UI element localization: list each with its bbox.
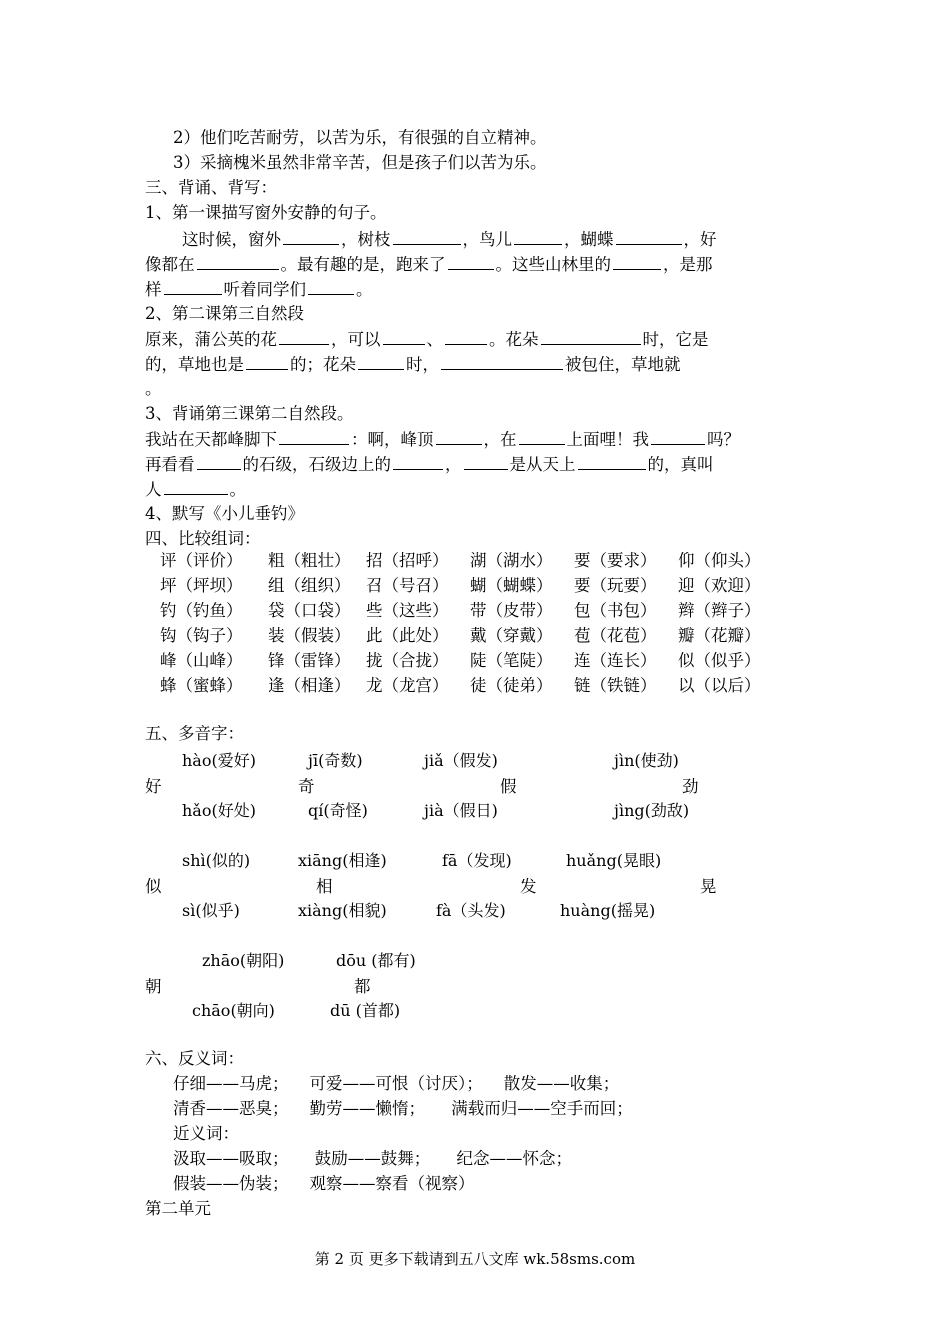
pinyin-reading: huàng(摇晃): [560, 901, 656, 920]
polyphone-char: 都: [354, 977, 371, 996]
table-cell: 戴（穿戴）: [470, 626, 553, 645]
polyphone-char: 假: [500, 777, 517, 796]
fill-line-p1: 这时候，窗外 ，树枝 ，鸟儿 ，蝴蝶 ，好: [182, 230, 717, 249]
table-cell: 陡（笔陡）: [470, 651, 553, 670]
table-cell: 组（组织）: [268, 576, 351, 595]
compare-word-table: [160, 548, 761, 698]
table-cell: 带（皮带）: [470, 601, 553, 620]
pinyin-reading: hào(爱好): [182, 751, 256, 770]
polyphone-char: 晃: [700, 877, 717, 896]
pinyin-reading: jiǎ（假发): [424, 751, 498, 770]
table-cell: 钩（钩子）: [160, 626, 243, 645]
pinyin-reading: qí(奇怪): [308, 801, 368, 820]
table-cell: 要（玩要）: [574, 576, 657, 595]
table-cell: 包（书包）: [574, 601, 657, 620]
table-cell: 以（以后）: [678, 676, 761, 695]
table-cell: 评（评价）: [160, 551, 243, 570]
pinyin-reading: huǎng(晃眼): [566, 851, 662, 870]
table-cell: 锋（雷锋）: [268, 651, 351, 670]
table-cell: 峰（山峰）: [160, 651, 243, 670]
table-cell: 仰（仰头）: [678, 551, 761, 570]
pinyin-reading: zhāo(朝阳): [202, 951, 285, 970]
section-heading-5: 五、多音字：: [145, 724, 244, 743]
table-cell: 龙（龙宫）: [366, 676, 449, 695]
polyphone-char: 似: [145, 877, 162, 896]
fill-line-p2: 像都在 。最有趣的是，跑来了 。这些山林里的 ，是那: [145, 255, 713, 274]
table-cell: 袋（口袋）: [268, 601, 351, 620]
table-cell: 坪（坪坝）: [160, 576, 243, 595]
polyphone-char: 奇: [298, 777, 315, 796]
fill-line-q2: 的，草地也是 的；花朵 时， 被包住，草地就: [145, 355, 681, 374]
table-cell: 蝴（蝴蝶）: [470, 576, 553, 595]
pinyin-reading: dōu (都有): [336, 951, 416, 970]
unit-heading: 第二单元: [145, 1199, 211, 1218]
table-cell: 苞（花苞）: [574, 626, 657, 645]
polyphone-char: 朝: [145, 977, 162, 996]
table-cell: 钓（钓鱼）: [160, 601, 243, 620]
pinyin-reading: sì(似乎): [182, 901, 240, 920]
synonym-line-2: 假装——伪装； 观察——察看（视察）: [173, 1174, 475, 1193]
polyphone-char: 发: [520, 877, 537, 896]
table-cell: 瓣（花瓣）: [678, 626, 761, 645]
section-heading-4: 四、比较组词：: [145, 529, 261, 548]
table-row: [160, 673, 761, 698]
pinyin-reading: fā（发现): [442, 851, 512, 870]
subheading-3-4: 4、默写《小儿垂钓》: [145, 504, 304, 523]
fill-line-p3: 样 听着同学们 。: [145, 280, 373, 299]
table-cell: 链（铁链）: [574, 676, 657, 695]
antonym-line-1: 仔细——马虎； 可爱——可恨（讨厌）； 散发——收集；: [173, 1074, 620, 1093]
fill-line-q1: 原来，蒲公英的花 ，可以 、 。花朵 时，它是: [145, 330, 709, 349]
polyphone-char: 劲: [682, 777, 699, 796]
section-heading-6: 六、反义词：: [145, 1049, 244, 1068]
pinyin-reading: shì(似的): [182, 851, 251, 870]
table-cell: 辫（辫子）: [678, 601, 761, 620]
line-answer-3: 3）采摘槐米虽然非常辛苦，但是孩子们以苦为乐。: [173, 153, 547, 172]
antonym-line-2: 清香——恶臭； 勤劳——懒惰； 满载而归——空手而回；: [173, 1099, 633, 1118]
pinyin-reading: xiāng(相逢): [298, 851, 387, 870]
table-cell: 湖（湖水）: [470, 551, 553, 570]
pinyin-reading: hǎo(好处): [182, 801, 256, 820]
fill-line-r1: 我站在天都峰脚下 ：啊，峰顶 ，在 上面哩！我 吗？: [145, 430, 740, 449]
table-cell: 蜂（蜜蜂）: [160, 676, 243, 695]
table-row: [160, 623, 761, 648]
subheading-3-1: 1、第一课描写窗外安静的句子。: [145, 203, 387, 222]
page-footer: 第 2 页 更多下载请到五八文库 wk.58sms.com: [314, 1250, 636, 1268]
pinyin-reading: jìng(劲敌): [614, 801, 690, 820]
synonym-heading: 近义词：: [173, 1124, 239, 1143]
pinyin-reading: xiàng(相貌): [298, 901, 387, 920]
table-row: [160, 648, 761, 673]
table-cell: 要（要求）: [574, 551, 657, 570]
table-row: [160, 548, 761, 573]
table-cell: 连（连长）: [574, 651, 657, 670]
section-heading-3: 三、背诵、背写：: [145, 178, 277, 197]
polyphone-char: 相: [316, 877, 333, 896]
subheading-3-2: 2、第二课第三自然段: [145, 304, 304, 323]
table-cell: 招（招呼）: [366, 551, 449, 570]
pinyin-reading: dū (首都): [330, 1001, 401, 1020]
polyphone-char: 好: [145, 777, 162, 796]
table-cell: 装（假装）: [268, 626, 351, 645]
table-cell: 粗（粗壮）: [268, 551, 351, 570]
pinyin-reading: jià（假日): [424, 801, 498, 820]
table-cell: 此（此处）: [366, 626, 449, 645]
subheading-3-3: 3、背诵第三课第二自然段。: [145, 404, 354, 423]
pinyin-reading: jī(奇数): [308, 751, 363, 770]
table-cell: 召（号召）: [366, 576, 449, 595]
line-answer-2: 2）他们吃苦耐劳，以苦为乐，有很强的自立精神。: [173, 128, 547, 147]
pinyin-reading: chāo(朝向): [192, 1001, 275, 1020]
table-cell: 逢（相逢）: [268, 676, 351, 695]
table-cell: 迎（欢迎）: [678, 576, 761, 595]
table-cell: 似（似乎）: [678, 651, 761, 670]
table-cell: 些（这些）: [366, 601, 449, 620]
synonym-line-1: 汲取——吸取； 鼓励——鼓舞； 纪念——怀念；: [173, 1149, 572, 1168]
fill-line-r3: 人 。: [145, 480, 246, 499]
table-cell: 徒（徒弟）: [470, 676, 553, 695]
table-row: [160, 573, 761, 598]
fill-line-r2: 再看看 的石级，石级边上的 ， 是从天上 的，真叫: [145, 455, 714, 474]
table-cell: 拢（合拢）: [366, 651, 449, 670]
fill-line-q3: 。: [145, 379, 162, 398]
table-row: [160, 598, 761, 623]
pinyin-reading: jìn(使劲): [614, 751, 679, 770]
pinyin-reading: fà（头发): [436, 901, 506, 920]
